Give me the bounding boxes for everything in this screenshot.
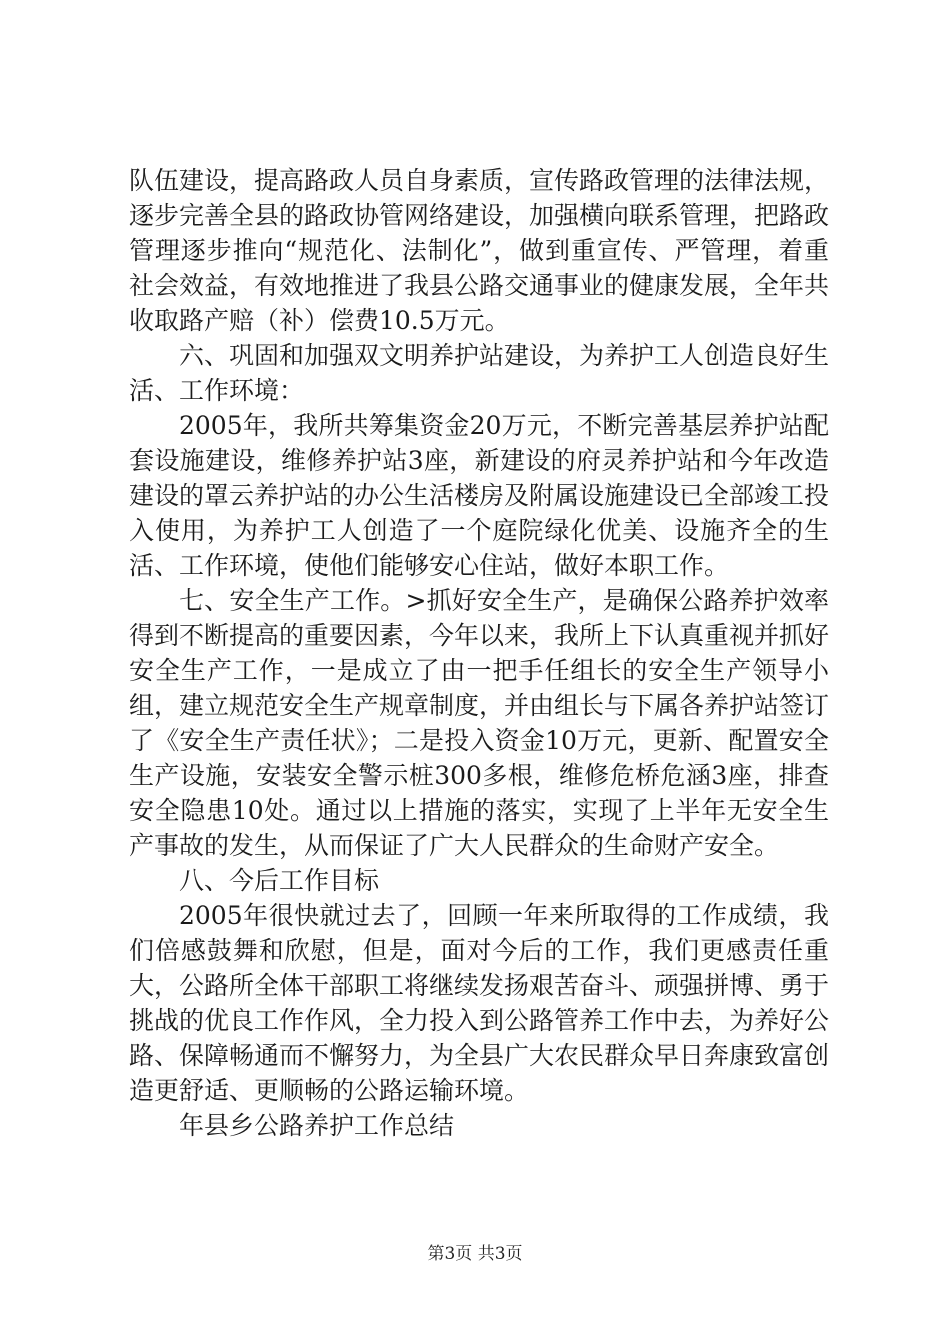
paragraph-station-construction: 2005年，我所共筹集资金20万元，不断完善基层养护站配套设施建设，维修养护站3座，新建设的府灵养护站和今年改造建设的罩云养护站的办公生活楼房及附属设施建设已全部竣工投入使用，为养护工人创造了一个庭院绿化优美、设施齐全的生活、工作环境，使他们能够安心住站，做好本职工作。 bbox=[129, 411, 830, 580]
paragraph-road-admin: 队伍建设，提高路政人员自身素质，宣传路政管理的法律法规，逐步完善全县的路政协管网络建设，加强横向联系管理，把路政管理逐步推向“规范化、法制化”，做到重宣传、严管理，着重社会效益，有效地推进了我县公路交通事业的健康发展，全年共收取路产赔（补）偿费10.5万元。 bbox=[129, 166, 830, 335]
paragraph-closing-title: 年县乡公路养护工作总结 bbox=[179, 1111, 455, 1140]
heading-section-eight: 八、今后工作目标 bbox=[179, 866, 380, 895]
paragraph-safety-production: 七、安全生产工作。>抓好安全生产，是确保公路养护效率得到不断提高的重要因素，今年以来，我所上下认真重视并抓好安全生产工作，一是成立了由一把手任组长的安全生产领导小组，建立规范安全生产规章制度，并由组长与下属各养护站签订了《安全生产责任状》；二是投入资金10万元，更新、配置安全生产设施，安装安全警示桩300多根，维修危桥危涵3座，排查安全隐患10处。通过以上措施的落实，实现了上半年无安全生产事故的发生，从而保证了广大人民群众的生命财产安全。 bbox=[129, 586, 830, 860]
page-number-footer: 第3页 共3页 bbox=[427, 1244, 523, 1264]
document-body bbox=[129, 163, 829, 1143]
heading-section-six: 六、巩固和加强双文明养护站建设，为养护工人创造良好生活、工作环境： bbox=[129, 341, 830, 405]
paragraph-future-goals: 2005年很快就过去了，回顾一年来所取得的工作成绩，我们倍感鼓舞和欣慰，但是，面对今后的工作，我们更感责任重大，公路所全体干部职工将继续发扬艰苦奋斗、顽强拼博、勇于挑战的优良工作作风，全力投入到公路管养工作中去，为养好公路、保障畅通而不懈努力，为全县广大农民群众早日奔康致富创造更舒适、更顺畅的公路运输环境。 bbox=[129, 901, 830, 1105]
